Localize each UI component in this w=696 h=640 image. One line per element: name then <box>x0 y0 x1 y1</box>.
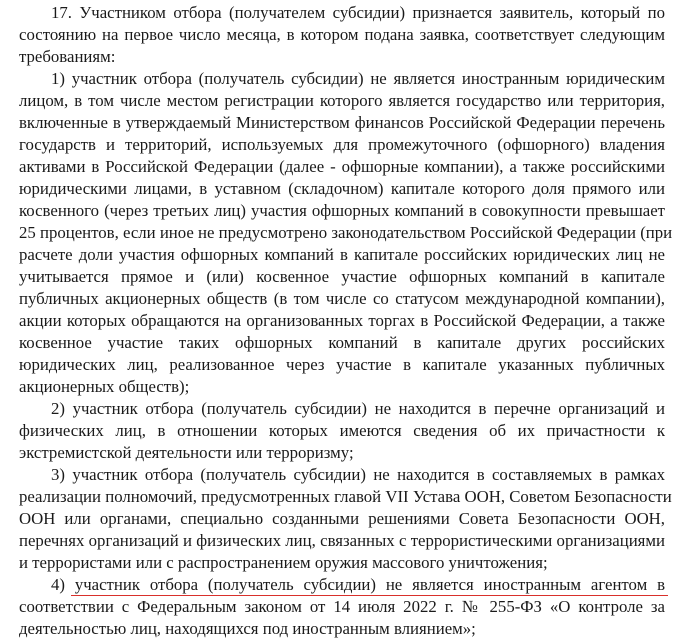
paragraph-17-line-3: требованиям: <box>19 47 116 66</box>
item-1-line-15: акционерных обществ); <box>19 377 190 396</box>
item-3-line-3: ООН или органами, специально созданными решениями Совета Безопасности ООН, <box>19 509 665 528</box>
item-1-line-13: косвенное участие таких офшорных компаний в капитале других российских <box>19 333 665 352</box>
item-1-line-10: учитывается прямое и (или) косвенное участие офшорных компаний в капитале <box>19 267 665 286</box>
item-1-line-5: активами в Российской Федерации (далее - офшорные компании), а также российскими <box>19 157 665 176</box>
item-2-line-2: физических лиц, в отношении которых имеются сведения об их причастности к <box>19 421 665 440</box>
item-4-line-3: деятельностью лиц, находящихся под иностранным влиянием»; <box>19 619 476 638</box>
item-3-line-5: и террористами или с распространением оружия массового уничтожения; <box>19 553 548 572</box>
paragraph-17-line-2: состоянию на первое число месяца, в котором подана заявка, соответствует следующим <box>19 25 665 44</box>
item-4-line-1: 4) участник отбора (получатель субсидии) не является иностранным агентом в <box>51 575 665 594</box>
item-1-line-1: 1) участник отбора (получатель субсидии) не является иностранным юридическим <box>51 69 665 88</box>
item-1-line-11: публичных акционерных обществ (в том числе со статусом международной компании), <box>19 289 665 308</box>
item-2-line-3: экстремистской деятельности или терроризму; <box>19 443 354 462</box>
item-1-line-12: акции которых обращаются на организованных торгах в Российской Федерации, а также <box>19 311 665 330</box>
item-1-line-9: расчете доли участия офшорных компаний в капитале российских юридических лиц не <box>19 245 665 264</box>
item-3-line-2: реализации полномочий, предусмотренных главой VII Устава ООН, Советом Безопасности <box>19 487 672 506</box>
item-1-line-2: лицом, в том числе местом регистрации которого является государство или территория, <box>19 91 665 110</box>
item-1-line-6: юридическими лицами, в уставном (складочном) капитале которого доля прямого или <box>19 179 665 198</box>
item-1-line-8: 25 процентов, если иное не предусмотрено законодательством Российской Федерации (при <box>19 223 673 242</box>
item-3-line-1: 3) участник отбора (получатель субсидии) не находится в составляемых в рамках <box>51 465 665 484</box>
item-3-line-4: перечнях организаций и физических лиц, связанных с террористическими организациями <box>19 531 665 550</box>
item-2-line-1: 2) участник отбора (получатель субсидии) не находится в перечне организаций и <box>51 399 665 418</box>
item-4-line-2: соответствии с Федеральным законом от 14 июля 2022 г. № 255-ФЗ «О контроле за <box>19 597 665 616</box>
item-1-line-7: косвенного (через третьих лиц) участия офшорных компаний в совокупности превышает <box>19 201 665 220</box>
item-1-line-14: юридических лиц, реализованное через участие в капитале указанных публичных <box>19 355 665 374</box>
item-1-line-4: государств и территорий, используемых для промежуточного (офшорного) владения <box>19 135 665 154</box>
item-1-line-3: включенные в утверждаемый Министерством финансов Российской Федерации перечень <box>19 113 665 132</box>
paragraph-17-line-1: 17. Участником отбора (получателем субсидии) признается заявитель, который по <box>51 3 665 22</box>
